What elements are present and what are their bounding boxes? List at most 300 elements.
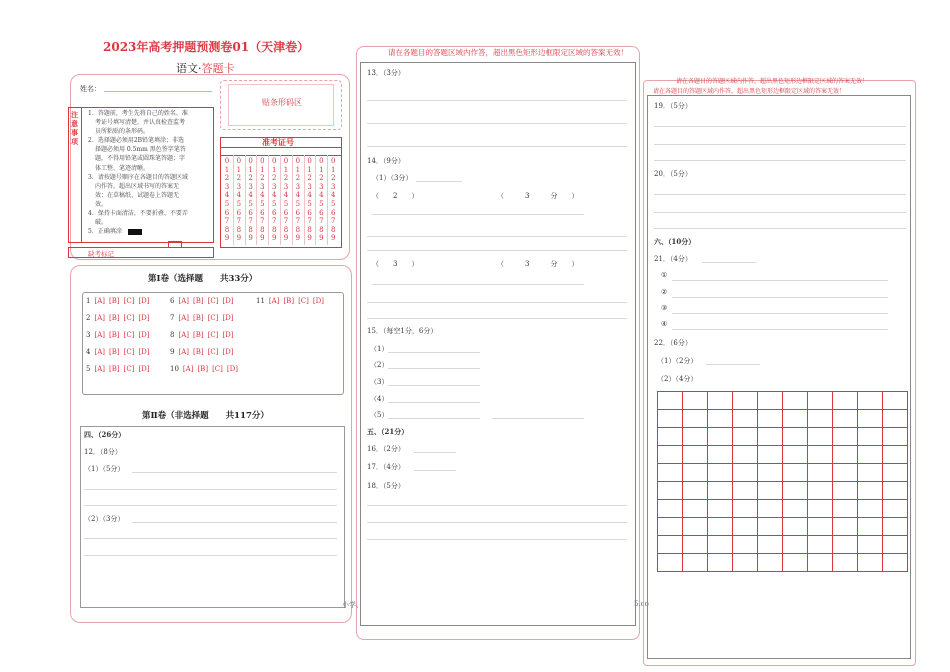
writing-grid-cell[interactable] (733, 536, 758, 554)
ticket-digit-bubble[interactable]: 1 (307, 165, 312, 174)
q20-answer-line[interactable] (654, 228, 906, 229)
writing-grid-cell[interactable] (758, 518, 783, 536)
choice-question-number: 3 (86, 331, 91, 339)
ticket-digit-bubble[interactable]: 0 (319, 157, 324, 165)
writing-grid-cell[interactable] (783, 554, 808, 572)
choice-bubble-d[interactable]: [D] (138, 365, 150, 373)
ticket-digit-bubble[interactable]: 6 (330, 208, 336, 217)
ticket-digit-column (305, 157, 315, 243)
ticket-digit-bubble[interactable]: 2 (295, 174, 301, 183)
ticket-digit-bubble[interactable]: 0 (283, 157, 289, 165)
writing-grid-cell[interactable] (708, 536, 733, 554)
ticket-digit-bubble[interactable]: 9 (307, 234, 312, 243)
writing-grid-cell[interactable] (858, 518, 883, 536)
q19-answer-line[interactable] (654, 144, 906, 145)
writing-grid-cell[interactable] (858, 446, 883, 464)
ticket-digit-bubble[interactable]: 7 (236, 217, 242, 226)
q18-answer-line[interactable] (367, 522, 627, 523)
writing-grid-cell[interactable] (858, 500, 883, 518)
writing-grid-cell[interactable] (658, 410, 683, 428)
writing-grid-cell[interactable] (883, 392, 908, 410)
writing-grid-cell[interactable] (708, 410, 733, 428)
choice-bubble-d[interactable]: [D] (138, 348, 150, 356)
choice-bubble-d[interactable]: [D] (222, 297, 234, 305)
writing-grid-cell[interactable] (783, 446, 808, 464)
choice-bubble-b[interactable]: [B] (109, 348, 120, 356)
writing-grid-cell[interactable] (708, 482, 733, 500)
writing-grid-cell[interactable] (783, 410, 808, 428)
writing-grid-cell[interactable] (858, 464, 883, 482)
writing-grid-cell[interactable] (783, 518, 808, 536)
writing-grid-cell[interactable] (683, 392, 708, 410)
ticket-digit-bubble[interactable]: 5 (295, 199, 301, 208)
notice-side-char: 意 (71, 119, 78, 128)
ticket-digit-bubble[interactable]: 1 (271, 165, 277, 174)
ticket-digit-bubble[interactable]: 5 (307, 199, 312, 208)
writing-grid-cell[interactable] (683, 536, 708, 554)
ticket-digit-bubble[interactable]: 8 (260, 225, 265, 234)
ticket-digit-bubble[interactable]: 6 (224, 208, 230, 217)
choice-bubble-a[interactable]: [A] (94, 331, 105, 339)
writing-grid-cell[interactable] (883, 536, 908, 554)
ticket-digit-bubble[interactable]: 7 (295, 217, 301, 226)
choice-bubble-c[interactable]: [C] (207, 297, 219, 305)
writing-grid-cell[interactable] (833, 554, 858, 572)
choice-bubble-a[interactable]: [A] (94, 297, 105, 305)
writing-grid-cell[interactable] (883, 446, 908, 464)
choice-bubble-d[interactable]: [D] (312, 297, 324, 305)
q14-answer-line[interactable] (372, 214, 584, 215)
ticket-digit-bubble[interactable]: 4 (283, 191, 289, 200)
choice-bubble-a[interactable]: [A] (268, 297, 280, 305)
ticket-digit-bubble[interactable]: 3 (283, 182, 289, 191)
ticket-digit-bubble[interactable]: 0 (330, 157, 336, 165)
ticket-digit-bubble[interactable]: 8 (307, 225, 312, 234)
ticket-digit-bubble[interactable]: 3 (248, 182, 253, 191)
ticket-digit-bubble[interactable]: 9 (271, 234, 277, 243)
section2-title: 第Ⅱ卷（非选择题 共117分） (142, 411, 269, 421)
q14-answer-line[interactable] (367, 250, 627, 251)
ticket-digit-bubble[interactable]: 3 (271, 182, 277, 191)
ticket-digit-bubble[interactable]: 7 (330, 217, 336, 226)
ticket-digit-bubble[interactable]: 5 (236, 199, 242, 208)
writing-grid-row (658, 554, 908, 572)
writing-grid-cell[interactable] (858, 392, 883, 410)
writing-grid-cell[interactable] (658, 392, 683, 410)
q13-answer-line[interactable] (367, 100, 627, 101)
ticket-digit-bubble[interactable]: 1 (330, 165, 336, 174)
ticket-digit-bubble[interactable]: 2 (236, 174, 242, 183)
ticket-digit-bubble[interactable]: 4 (319, 191, 324, 200)
ticket-digit-bubble[interactable]: 0 (224, 157, 230, 165)
ticket-digit-bubble[interactable]: 0 (248, 157, 253, 165)
ticket-digit-bubble[interactable]: 1 (236, 165, 242, 174)
writing-grid-cell[interactable] (783, 464, 808, 482)
writing-grid-cell[interactable] (658, 554, 683, 572)
q21-blank[interactable] (702, 262, 756, 263)
ticket-digit-bubble[interactable]: 2 (248, 174, 253, 183)
ticket-digit-bubble[interactable]: 5 (248, 199, 253, 208)
writing-grid-cell[interactable] (733, 392, 758, 410)
ticket-digit-bubble[interactable]: 2 (260, 174, 265, 183)
q12-2-label: （2）（3分） (84, 515, 125, 523)
writing-grid-cell[interactable] (783, 482, 808, 500)
ticket-digit-bubble[interactable]: 0 (271, 157, 277, 165)
ticket-digit-bubble[interactable]: 0 (295, 157, 301, 165)
writing-grid-cell[interactable] (758, 500, 783, 518)
ticket-digit-bubble[interactable]: 3 (224, 182, 230, 191)
choice-bubble-c[interactable]: [C] (123, 348, 135, 356)
choice-bubble-c[interactable]: [C] (123, 314, 135, 322)
ticket-digit-bubble[interactable]: 3 (295, 182, 301, 191)
writing-grid-cell[interactable] (708, 554, 733, 572)
choice-question-row (170, 314, 238, 322)
q14-answer-line[interactable] (367, 318, 627, 319)
ticket-digit-bubble[interactable]: 4 (248, 191, 253, 200)
writing-grid-cell[interactable] (758, 464, 783, 482)
q13-answer-line[interactable] (367, 146, 627, 147)
choice-bubble-c[interactable]: [C] (207, 348, 219, 356)
choice-bubble-c[interactable]: [C] (123, 365, 135, 373)
choice-bubble-a[interactable]: [A] (94, 365, 105, 373)
writing-grid-cell[interactable] (658, 464, 683, 482)
choice-bubble-a[interactable]: [A] (178, 331, 189, 339)
choice-question-number: 8 (170, 331, 175, 339)
q18-answer-line[interactable] (367, 505, 627, 506)
writing-grid-cell[interactable] (783, 392, 808, 410)
q12-1-answer-line[interactable] (132, 472, 337, 473)
writing-grid-cell[interactable] (708, 518, 733, 536)
choice-bubble-c[interactable]: [C] (207, 314, 219, 322)
ticket-digit-bubble[interactable]: 9 (236, 234, 242, 243)
choice-bubble-c[interactable]: [C] (123, 331, 135, 339)
ticket-digit-bubble[interactable]: 5 (283, 199, 289, 208)
ticket-digit-bubble[interactable]: 7 (271, 217, 277, 226)
choice-bubble-b[interactable]: [B] (109, 365, 120, 373)
choice-bubble-b[interactable]: [B] (193, 348, 204, 356)
choice-bubble-c[interactable]: [C] (298, 297, 309, 305)
writing-grid-cell[interactable] (758, 446, 783, 464)
ticket-column-divider (245, 155, 246, 245)
writing-grid-cell[interactable] (808, 410, 833, 428)
ticket-digit-bubble[interactable]: 8 (330, 225, 336, 234)
choice-bubble-d[interactable]: [D] (222, 331, 234, 339)
q21-answer-line[interactable] (672, 329, 888, 330)
choice-bubble-b[interactable]: [B] (193, 331, 204, 339)
writing-grid-cell[interactable] (758, 536, 783, 554)
ticket-digit-bubble[interactable]: 8 (236, 225, 242, 234)
ticket-digit-bubble[interactable]: 6 (271, 208, 277, 217)
ticket-digit-bubble[interactable]: 9 (283, 234, 289, 243)
ticket-digit-bubble[interactable]: 5 (271, 199, 277, 208)
ticket-digit-bubble[interactable]: 4 (260, 191, 265, 200)
ticket-digit-bubble[interactable]: 0 (307, 157, 312, 165)
writing-grid-cell[interactable] (708, 500, 733, 518)
ticket-digit-bubble[interactable]: 7 (283, 217, 289, 226)
ticket-digit-bubble[interactable]: 1 (224, 165, 230, 174)
ticket-digit-bubble[interactable]: 1 (260, 165, 265, 174)
ticket-digit-bubble[interactable]: 2 (224, 174, 230, 183)
writing-grid-cell[interactable] (808, 428, 833, 446)
q14-answer-line[interactable] (372, 284, 584, 285)
q14-answer-line[interactable] (367, 236, 627, 237)
ticket-digit-bubble[interactable]: 6 (248, 208, 253, 217)
ticket-digit-bubble[interactable]: 5 (330, 199, 336, 208)
writing-grid-cell[interactable] (808, 446, 833, 464)
choice-bubble-b[interactable]: [B] (283, 297, 295, 305)
absent-checkbox[interactable] (168, 241, 182, 248)
q12-1-answer-line[interactable] (84, 489, 337, 490)
q12-1-answer-line[interactable] (84, 505, 337, 506)
writing-grid-cell[interactable] (783, 500, 808, 518)
choice-bubble-b[interactable]: [B] (109, 331, 120, 339)
writing-grid-cell[interactable] (808, 536, 833, 554)
ticket-digit-bubble[interactable]: 3 (307, 182, 312, 191)
ticket-digit-bubble[interactable]: 1 (283, 165, 289, 174)
writing-grid-cell[interactable] (683, 500, 708, 518)
writing-grid-cell[interactable] (758, 554, 783, 572)
writing-grid-cell[interactable] (808, 482, 833, 500)
writing-grid-cell[interactable] (658, 536, 683, 554)
ticket-digit-bubble[interactable]: 8 (224, 225, 230, 234)
notice-line: 考证号填写清楚，并认真检查监考 (95, 119, 186, 127)
writing-grid-cell[interactable] (658, 482, 683, 500)
ticket-digit-bubble[interactable]: 5 (224, 199, 230, 208)
ticket-digit-bubble[interactable]: 6 (319, 208, 324, 217)
writing-grid-cell[interactable] (683, 554, 708, 572)
ticket-digit-bubble[interactable]: 7 (319, 217, 324, 226)
q20-answer-line[interactable] (654, 194, 906, 195)
q15-blank[interactable] (388, 385, 480, 386)
ticket-digit-bubble[interactable]: 7 (224, 217, 230, 226)
ticket-digit-bubble[interactable]: 6 (307, 208, 312, 217)
choice-bubble-c[interactable]: [C] (207, 331, 219, 339)
ticket-digit-bubble[interactable]: 2 (271, 174, 277, 183)
ticket-digit-bubble[interactable]: 2 (330, 174, 336, 183)
ticket-digit-bubble[interactable]: 4 (330, 191, 336, 200)
q18-answer-line[interactable] (367, 539, 627, 540)
writing-grid-cell[interactable] (883, 410, 908, 428)
ticket-digit-bubble[interactable]: 6 (295, 208, 301, 217)
writing-grid-cell[interactable] (658, 500, 683, 518)
name-field[interactable] (104, 91, 212, 92)
writing-grid-cell[interactable] (808, 554, 833, 572)
writing-grid-cell[interactable] (783, 428, 808, 446)
ticket-digit-bubble[interactable]: 3 (260, 182, 265, 191)
writing-grid-cell[interactable] (683, 446, 708, 464)
choice-bubble-d[interactable]: [D] (226, 365, 238, 373)
ticket-digit-bubble[interactable]: 4 (236, 191, 242, 200)
ticket-digit-bubble[interactable]: 0 (236, 157, 242, 165)
writing-grid-cell[interactable] (758, 482, 783, 500)
choice-bubble-a[interactable]: [A] (178, 314, 189, 322)
q14-answer-line[interactable] (367, 302, 627, 303)
writing-grid-cell[interactable] (833, 392, 858, 410)
writing-grid-cell[interactable] (733, 446, 758, 464)
ticket-digit-bubble[interactable]: 2 (307, 174, 312, 183)
choice-bubble-c[interactable]: [C] (212, 365, 223, 373)
ticket-digit-bubble[interactable]: 9 (224, 234, 230, 243)
ticket-digit-bubble[interactable]: 3 (330, 182, 336, 191)
ticket-digit-bubble[interactable]: 9 (319, 234, 324, 243)
q15-blank[interactable] (388, 368, 480, 369)
choice-bubble-a[interactable]: [A] (94, 314, 105, 322)
ticket-digit-bubble[interactable]: 1 (248, 165, 253, 174)
writing-grid-cell[interactable] (733, 410, 758, 428)
writing-grid-cell[interactable] (683, 410, 708, 428)
ticket-digit-bubble[interactable]: 2 (319, 174, 324, 183)
ticket-digit-bubble[interactable]: 9 (295, 234, 301, 243)
ticket-digit-bubble[interactable]: 9 (260, 234, 265, 243)
writing-grid-cell[interactable] (833, 536, 858, 554)
ticket-digit-bubble[interactable]: 0 (260, 157, 265, 165)
q12-2-answer-line[interactable] (132, 522, 337, 523)
writing-grid-cell[interactable] (758, 410, 783, 428)
writing-grid-cell[interactable] (733, 500, 758, 518)
writing-grid-cell[interactable] (683, 428, 708, 446)
writing-grid-cell[interactable] (683, 518, 708, 536)
q14-1-blank[interactable] (416, 181, 462, 182)
writing-grid-cell[interactable] (808, 500, 833, 518)
choice-bubble-a[interactable]: [A] (178, 297, 189, 305)
q19-answer-line[interactable] (654, 126, 906, 127)
q17-blank[interactable] (414, 470, 456, 471)
choice-bubble-d[interactable]: [D] (138, 297, 150, 305)
ticket-digit-bubble[interactable]: 6 (260, 208, 265, 217)
writing-grid-cell[interactable] (858, 410, 883, 428)
ticket-digit-bubble[interactable]: 4 (307, 191, 312, 200)
writing-grid-cell[interactable] (783, 536, 808, 554)
writing-grid-cell[interactable] (858, 482, 883, 500)
ticket-digit-column (293, 157, 303, 243)
q15-blank[interactable] (388, 418, 480, 419)
writing-grid-cell[interactable] (883, 464, 908, 482)
writing-grid-cell[interactable] (883, 500, 908, 518)
q12-2-answer-line[interactable] (84, 555, 337, 556)
choice-question-row (86, 331, 154, 339)
writing-grid-cell[interactable] (708, 428, 733, 446)
writing-grid-cell[interactable] (683, 464, 708, 482)
choice-bubble-a[interactable]: [A] (182, 365, 194, 373)
choice-bubble-b[interactable]: [B] (193, 297, 204, 305)
ticket-digit-bubble[interactable]: 6 (236, 208, 242, 217)
q13-answer-line[interactable] (367, 123, 627, 124)
q22-1-blank[interactable] (706, 364, 760, 365)
writing-grid-cell[interactable] (883, 518, 908, 536)
writing-grid-cell[interactable] (808, 518, 833, 536)
ticket-digit-bubble[interactable]: 4 (295, 191, 301, 200)
q16-blank[interactable] (414, 452, 456, 453)
choice-question-number: 4 (86, 348, 91, 356)
writing-grid-cell[interactable] (858, 554, 883, 572)
writing-grid-cell[interactable] (883, 482, 908, 500)
writing-grid-cell[interactable] (833, 446, 858, 464)
q20-answer-line[interactable] (654, 212, 906, 213)
choice-bubble-b[interactable]: [B] (109, 297, 120, 305)
q15-blank[interactable] (388, 402, 480, 403)
writing-grid-cell[interactable] (658, 446, 683, 464)
choice-bubble-d[interactable]: [D] (222, 348, 234, 356)
writing-grid-cell[interactable] (733, 554, 758, 572)
q12-2-answer-line[interactable] (84, 538, 337, 539)
writing-grid-cell[interactable] (858, 536, 883, 554)
writing-grid-cell[interactable] (808, 464, 833, 482)
writing-grid-cell[interactable] (758, 428, 783, 446)
ticket-digit-bubble[interactable]: 2 (283, 174, 289, 183)
writing-grid-cell[interactable] (758, 392, 783, 410)
writing-grid-cell[interactable] (708, 446, 733, 464)
ticket-digit-bubble[interactable]: 8 (319, 225, 324, 234)
choice-bubble-b[interactable]: [B] (109, 314, 120, 322)
writing-grid-cell[interactable] (733, 428, 758, 446)
writing-grid-cell[interactable] (833, 518, 858, 536)
ticket-digit-bubble[interactable]: 3 (319, 182, 324, 191)
choice-bubble-d[interactable]: [D] (138, 331, 150, 339)
q21-answer-line[interactable] (672, 313, 888, 314)
ticket-digit-bubble[interactable]: 9 (248, 234, 253, 243)
q19-answer-line[interactable] (654, 160, 906, 161)
writing-grid-cell[interactable] (708, 392, 733, 410)
ticket-digit-bubble[interactable]: 4 (224, 191, 230, 200)
choice-bubble-b[interactable]: [B] (197, 365, 209, 373)
choice-bubble-a[interactable]: [A] (94, 348, 105, 356)
writing-grid-cell[interactable] (708, 464, 733, 482)
choice-bubble-c[interactable]: [C] (123, 297, 135, 305)
ticket-digit-bubble[interactable]: 7 (307, 217, 312, 226)
choice-bubble-b[interactable]: [B] (193, 314, 204, 322)
ticket-digit-bubble[interactable]: 6 (283, 208, 289, 217)
choice-bubble-a[interactable]: [A] (178, 348, 189, 356)
q15-blank[interactable] (388, 352, 480, 353)
writing-grid-cell[interactable] (658, 428, 683, 446)
writing-grid[interactable] (657, 391, 908, 572)
ticket-digit-bubble[interactable]: 7 (260, 217, 265, 226)
writing-grid-cell[interactable] (833, 482, 858, 500)
writing-grid-cell[interactable] (833, 410, 858, 428)
ticket-digit-bubble[interactable]: 8 (271, 225, 277, 234)
writing-grid-cell[interactable] (858, 428, 883, 446)
ticket-digit-bubble[interactable]: 9 (330, 234, 336, 243)
writing-grid-cell[interactable] (733, 464, 758, 482)
writing-grid-cell[interactable] (833, 464, 858, 482)
writing-grid-cell[interactable] (833, 428, 858, 446)
writing-grid-cell[interactable] (883, 428, 908, 446)
choice-bubble-d[interactable]: [D] (222, 314, 234, 322)
writing-grid-cell[interactable] (733, 518, 758, 536)
ticket-digit-bubble[interactable]: 5 (319, 199, 324, 208)
q21-answer-line[interactable] (672, 297, 888, 298)
ticket-digit-bubble[interactable]: 1 (319, 165, 324, 174)
ticket-digit-bubble[interactable]: 8 (248, 225, 253, 234)
writing-grid-cell[interactable] (683, 482, 708, 500)
q15-blank[interactable] (492, 418, 584, 419)
writing-grid-cell[interactable] (808, 392, 833, 410)
q21-answer-line[interactable] (672, 280, 888, 281)
choice-bubble-d[interactable]: [D] (138, 314, 150, 322)
writing-grid-cell[interactable] (883, 554, 908, 572)
ticket-digit-bubble[interactable]: 4 (271, 191, 277, 200)
ticket-digit-bubble[interactable]: 7 (248, 217, 253, 226)
ticket-digit-bubble[interactable]: 5 (260, 199, 265, 208)
ticket-column-divider (292, 155, 293, 245)
writing-grid-cell[interactable] (733, 482, 758, 500)
ticket-digit-bubble[interactable]: 3 (236, 182, 242, 191)
ticket-digit-bubble[interactable]: 8 (283, 225, 289, 234)
ticket-digit-bubble[interactable]: 1 (295, 165, 301, 174)
ticket-digit-bubble[interactable]: 8 (295, 225, 301, 234)
writing-grid-cell[interactable] (658, 518, 683, 536)
writing-grid-cell[interactable] (833, 500, 858, 518)
